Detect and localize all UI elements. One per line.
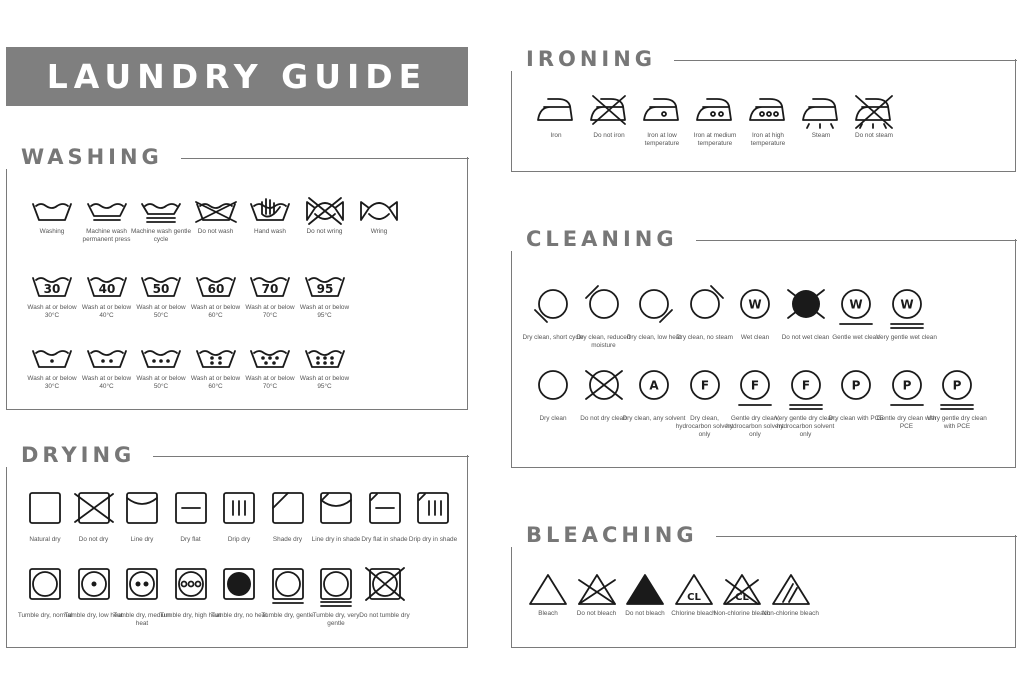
wash-tub-icon	[30, 194, 74, 224]
drying-symbol-label: Tumble dry, low heat	[64, 612, 123, 619]
washing-heading-bar	[5, 143, 469, 171]
washing-symbol-label: Wash at or below 95°C	[299, 304, 350, 319]
washing-symbol-label: Machine wash gentle cycle	[130, 228, 192, 243]
ironing-symbol-label: Iron at medium temperature	[693, 132, 737, 147]
wash-3-dots-icon	[139, 341, 183, 371]
washing-symbol-label: Wash at or below 70°C	[245, 304, 295, 319]
svg-text:A: A	[649, 378, 659, 393]
drying-symbol-label: Tumble dry, high heat	[159, 612, 222, 619]
washing-symbol	[293, 270, 357, 320]
non-chlorine-bleach-icon	[769, 572, 813, 606]
drying-symbol-label: Do not dry	[78, 536, 109, 543]
tumble-dry-high-icon	[170, 566, 212, 608]
line-dry-icon	[121, 490, 163, 532]
heading-rule	[696, 240, 1017, 241]
ironing-symbol-label: Steam	[811, 132, 831, 139]
svg-text:F: F	[700, 378, 709, 393]
do-not-bleach-icon	[575, 572, 619, 606]
dry-clean-hydrocarbon-icon	[683, 367, 727, 411]
cleaning-symbol-label: Gentle dry clean with PCE	[876, 415, 937, 430]
wet-clean-icon	[733, 286, 777, 330]
drying-symbol-label: Do not tumble dry	[359, 612, 410, 619]
tumble-dry-low-icon	[73, 566, 115, 608]
shade-dry-icon	[267, 490, 309, 532]
svg-text:W: W	[748, 297, 762, 312]
drying-symbol-label: Tumble dry, no heat	[210, 612, 268, 619]
wash-2-dots-icon	[85, 341, 129, 371]
dry-clean-low-heat-icon	[632, 286, 676, 330]
drying-symbol-label: Drip dry	[227, 536, 251, 543]
washing-symbol-label: Wash at or below 30°C	[27, 304, 77, 319]
dry-flat-icon	[170, 490, 212, 532]
wash-gentle-cycle-icon	[139, 194, 183, 224]
wash-95-icon	[303, 270, 347, 300]
iron-icon	[534, 94, 578, 128]
drying-symbol-label: Dry flat in shade	[361, 536, 408, 543]
cleaning-symbol-label: Dry clean, low heat	[626, 334, 682, 341]
cleaning-symbol-label: Dry clean, reduced moisture	[576, 334, 631, 349]
washing-symbol	[347, 194, 411, 236]
cleaning-symbol-label: Dry clean, hydrocarbon solvent only	[675, 415, 734, 438]
svg-text:60: 60	[207, 282, 224, 296]
wash-70-icon	[248, 270, 292, 300]
dry-flat-shade-icon	[364, 490, 406, 532]
wash-40-icon	[85, 270, 129, 300]
title-banner	[6, 47, 468, 106]
svg-text:P: P	[952, 378, 962, 393]
chlorine-bleach-icon	[672, 572, 716, 606]
svg-text:F: F	[750, 378, 760, 393]
heading-rule	[716, 536, 1017, 537]
bleaching-symbol-label: Bleach	[538, 610, 558, 617]
drying-symbol-label: Dry flat	[180, 536, 201, 543]
washing-heading: WASHING	[5, 145, 181, 169]
cleaning-symbol-label: Do not dry clean	[580, 415, 627, 422]
tumble-dry-normal-icon	[24, 566, 66, 608]
cleaning-symbol-label: Gentle dry clean, hydrocarbon solvent only	[726, 415, 784, 438]
heading-rule	[181, 158, 469, 159]
drying-symbol-label: Shade dry	[272, 536, 303, 543]
svg-text:50: 50	[152, 282, 170, 296]
washing-symbol-label: Wash at or below 30°C	[27, 375, 77, 390]
cleaning-symbol-label: Very gentle wet clean	[876, 334, 937, 341]
bleaching-heading: BLEACHING	[510, 523, 716, 547]
bleaching-symbol-label: Do not bleach	[625, 610, 665, 617]
very-gentle-dry-clean-pce-icon	[935, 367, 979, 411]
dry-clean-icon	[531, 367, 575, 411]
svg-text:30: 30	[43, 282, 61, 296]
drying-symbol-label: Tumble dry, very gentle	[312, 612, 360, 627]
cleaning-symbol-label: Dry clean, short cycle	[522, 334, 584, 341]
wash-60-icon	[194, 270, 238, 300]
dry-clean-no-steam-icon	[683, 286, 727, 330]
svg-text:CL: CL	[686, 592, 701, 603]
wash-1-dot-icon	[30, 341, 74, 371]
very-gentle-wet-clean-icon	[885, 286, 929, 330]
cleaning-symbol-label: Do not wet clean	[781, 334, 830, 341]
tumble-dry-very-gentle-icon	[315, 566, 357, 608]
cleaning-symbol-label: Dry clean	[539, 415, 567, 422]
washing-symbol	[293, 341, 357, 391]
bleaching-symbol-label: Chlorine bleach	[671, 610, 716, 617]
washing-symbol-label: Wash at or below 70°C	[245, 375, 295, 390]
ironing-symbol-label: Iron at low temperature	[644, 132, 680, 147]
dry-clean-pce-icon	[834, 367, 878, 411]
do-not-wash-icon	[194, 194, 238, 224]
drying-symbol-label: Tumble dry, medium heat	[113, 612, 171, 627]
wash-4-dots-icon	[194, 341, 238, 371]
cleaning-symbol	[875, 286, 939, 342]
svg-text:70: 70	[261, 282, 279, 296]
washing-symbol-label: Wash at or below 50°C	[136, 375, 186, 390]
dry-clean-any-solvent-icon	[632, 367, 676, 411]
wash-5-dots-icon	[248, 341, 292, 371]
ironing-symbol	[842, 94, 906, 140]
gentle-dry-clean-pce-icon	[885, 367, 929, 411]
do-not-tumble-dry-icon	[364, 566, 406, 608]
washing-symbol-label: Hand wash	[254, 228, 286, 235]
gentle-dry-clean-hydrocarbon-icon	[733, 367, 777, 411]
svg-text:W: W	[899, 297, 914, 312]
natural-dry-icon	[24, 490, 66, 532]
cleaning-symbol-label: Dry clean with PCE	[828, 415, 884, 422]
ironing-symbol-label: Iron	[550, 132, 562, 139]
svg-text:95: 95	[316, 282, 333, 296]
non-chlorine-bleach-crossed-icon	[720, 572, 764, 606]
iron-low-icon	[640, 94, 684, 128]
drying-symbol-label: Tumble dry, normal	[17, 612, 73, 619]
tumble-dry-medium-icon	[121, 566, 163, 608]
bleaching-symbol	[759, 572, 823, 618]
drying-symbol-label: Line dry	[130, 536, 154, 543]
svg-text:CL: CL	[735, 592, 749, 603]
ironing-symbol-label: Iron at high temperature	[750, 132, 786, 147]
bleaching-heading-bar	[510, 521, 1017, 549]
dry-clean-short-cycle-icon	[531, 286, 575, 330]
do-not-wet-clean-icon	[784, 286, 828, 330]
washing-symbol-label: Do not wash	[197, 228, 234, 235]
tumble-dry-gentle-icon	[267, 566, 309, 608]
cleaning-heading-bar	[510, 225, 1017, 253]
heading-rule	[674, 60, 1017, 61]
drying-heading-bar	[5, 441, 469, 469]
drying-heading: DRYING	[5, 443, 153, 467]
drying-symbol	[353, 566, 417, 620]
cleaning-symbol-label: Wet clean	[740, 334, 770, 341]
ironing-symbol-label: Do not iron	[593, 132, 625, 139]
cleaning-heading: CLEANING	[510, 227, 696, 251]
washing-symbol-label: Washing	[39, 228, 65, 235]
drying-symbol-label: Drip dry in shade	[408, 536, 458, 543]
bleaching-symbol-label: Do not bleach	[576, 610, 617, 617]
do-not-bleach-filled-icon	[623, 572, 667, 606]
washing-symbol-label: Machine wash permanent press	[82, 228, 131, 243]
drip-dry-shade-icon	[412, 490, 454, 532]
ironing-heading: IRONING	[510, 47, 674, 71]
washing-symbol-label: Wash at or below 95°C	[299, 375, 350, 390]
washing-symbol-label: Wash at or below 40°C	[81, 375, 132, 390]
drying-symbol-label: Tumble dry, gentle	[261, 612, 314, 619]
wash-50-icon	[139, 270, 183, 300]
cleaning-symbol	[925, 367, 989, 431]
very-gentle-dry-clean-hydrocarbon-icon	[784, 367, 828, 411]
iron-medium-icon	[693, 94, 737, 128]
do-not-dry-icon	[73, 490, 115, 532]
steam-icon	[799, 94, 843, 128]
drip-dry-icon	[218, 490, 260, 532]
tumble-dry-no-heat-icon	[218, 566, 260, 608]
svg-text:W: W	[849, 297, 863, 312]
drying-symbol-label: Line dry in shade	[311, 536, 361, 543]
svg-text:40: 40	[98, 282, 115, 296]
cleaning-symbol-label: Dry clean, no steam	[676, 334, 733, 341]
washing-symbol-label: Wash at or below 50°C	[136, 304, 186, 319]
cleaning-symbol-label: Very gentle dry clean, hydrocarbon solvent only	[774, 415, 837, 438]
washing-symbol-label: Wash at or below 60°C	[190, 304, 241, 319]
ironing-heading-bar	[510, 45, 1017, 73]
washing-symbol-label: Wring	[370, 228, 388, 235]
iron-high-icon	[746, 94, 790, 128]
do-not-wring-icon	[303, 194, 347, 224]
washing-symbol-label: Wash at or below 40°C	[81, 304, 132, 319]
wash-30-icon	[30, 270, 74, 300]
svg-text:F: F	[801, 378, 810, 393]
do-not-dry-clean-icon	[582, 367, 626, 411]
svg-text:P: P	[902, 378, 911, 393]
bleaching-symbol-label: Non-chlorine bleach	[762, 610, 819, 617]
ironing-symbol-label: Do not steam	[854, 132, 893, 139]
cleaning-symbol-label: Very gentle dry clean with PCE	[927, 415, 987, 430]
washing-symbol-label: Do not wring	[306, 228, 343, 235]
dry-clean-reduced-moisture-icon	[582, 286, 626, 330]
line-dry-shade-icon	[315, 490, 357, 532]
wring-icon	[357, 194, 401, 224]
hand-wash-icon	[248, 194, 292, 224]
washing-symbol-label: Wash at or below 60°C	[190, 375, 241, 390]
drying-symbol-label: Natural dry	[29, 536, 61, 543]
gentle-wet-clean-icon	[834, 286, 878, 330]
heading-rule	[153, 456, 469, 457]
do-not-iron-icon	[587, 94, 631, 128]
bleaching-symbol-label: Non-chlorine bleach	[713, 610, 771, 617]
page-title: LAUNDRY GUIDE	[46, 57, 428, 96]
cleaning-symbol-label: Gentle wet clean	[832, 334, 880, 341]
cleaning-symbol-label: Dry clean, any solvent	[622, 415, 686, 422]
drying-symbol	[401, 490, 465, 544]
wash-permanent-press-icon	[85, 194, 129, 224]
bleach-icon	[526, 572, 570, 606]
svg-text:P: P	[851, 378, 861, 393]
wash-6-dots-icon	[303, 341, 347, 371]
do-not-steam-icon	[852, 94, 896, 128]
